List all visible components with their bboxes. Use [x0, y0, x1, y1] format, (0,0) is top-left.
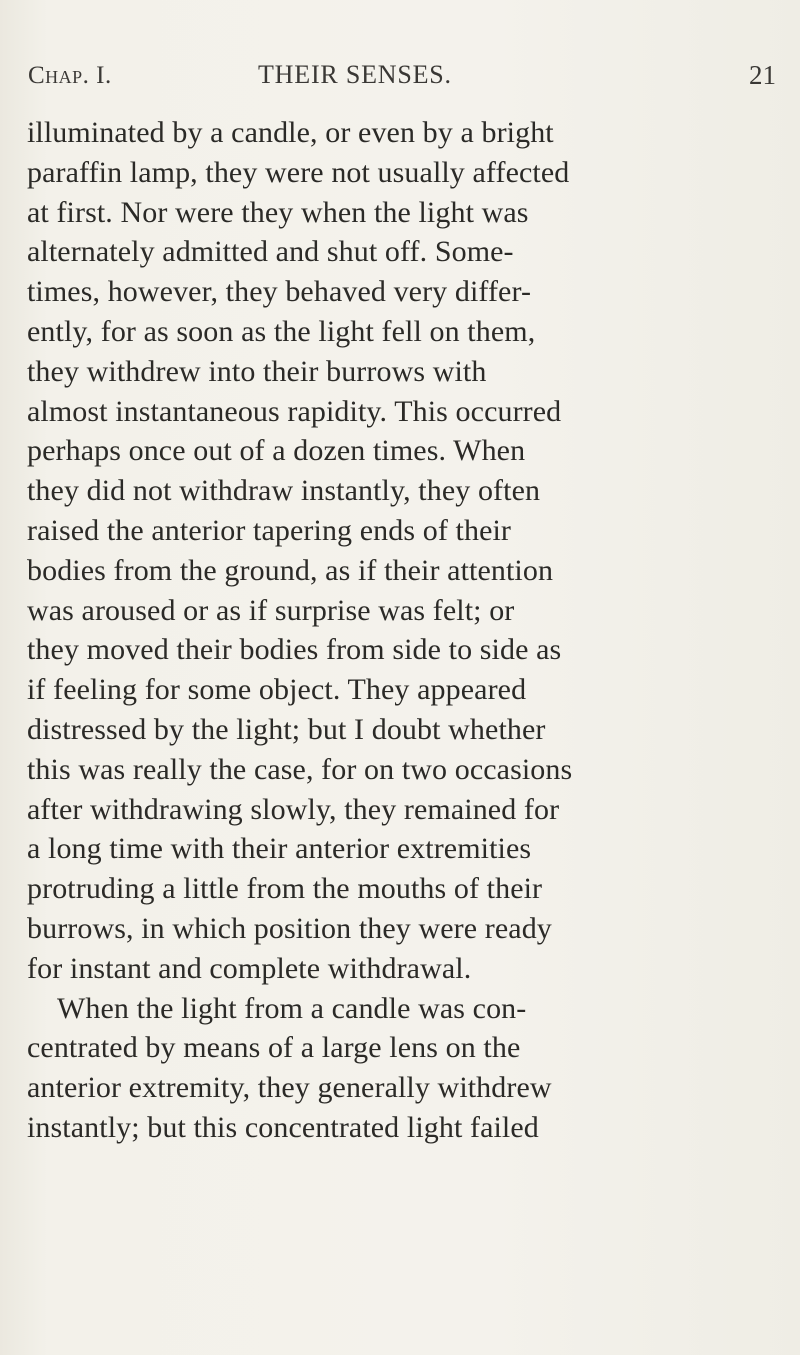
text-line: burrows, in which position they were ready [27, 911, 552, 945]
text-line: anterior extremity, they generally withdrew [27, 1071, 552, 1105]
text-line: after withdrawing slowly, they remained for [27, 792, 560, 826]
text-line: times, however, they behaved very differ- [27, 275, 532, 309]
text-line: distressed by the light; but I doubt whether [27, 712, 546, 746]
text-line: at first. Nor were they when the light was [27, 195, 529, 229]
text-line: almost instantaneous rapidity. This occurred [27, 394, 562, 428]
running-title: THEIR SENSES. [258, 60, 452, 89]
page-number: 21 [749, 60, 776, 90]
running-head [28, 60, 786, 94]
text-line: instantly; but this concentrated light failed [27, 1110, 539, 1144]
text-line: a long time with their anterior extremities [27, 832, 532, 866]
body-text [27, 113, 800, 1148]
text-line: they did not withdraw instantly, they often [27, 474, 541, 508]
text-line: they withdrew into their burrows with [27, 354, 487, 388]
text-line: raised the anterior tapering ends of their [27, 513, 512, 547]
text-line: ently, for as soon as the light fell on them, [27, 314, 536, 348]
text-line: paraffin lamp, they were not usually affected [27, 155, 570, 189]
text-line: this was really the case, for on two occasions [27, 752, 573, 786]
text-line: for instant and complete withdrawal. [27, 951, 472, 985]
text-line: bodies from the ground, as if their attention [27, 553, 554, 587]
text-line: alternately admitted and shut off. Some- [27, 235, 514, 269]
text-line: if feeling for some object. They appeared [27, 673, 527, 707]
chapter-label: Chap. I. [28, 62, 112, 89]
text-line: was aroused or as if surprise was felt; or [27, 593, 515, 627]
text-line: protruding a little from the mouths of their [27, 872, 543, 906]
paragraph-start-line: When the light from a candle was con- [57, 991, 527, 1025]
text-line: they moved their bodies from side to side as [27, 633, 562, 667]
text-line: illuminated by a candle, or even by a bright [27, 116, 554, 149]
text-line: centrated by means of a large lens on the [27, 1031, 521, 1065]
text-line: perhaps once out of a dozen times. When [27, 434, 526, 468]
